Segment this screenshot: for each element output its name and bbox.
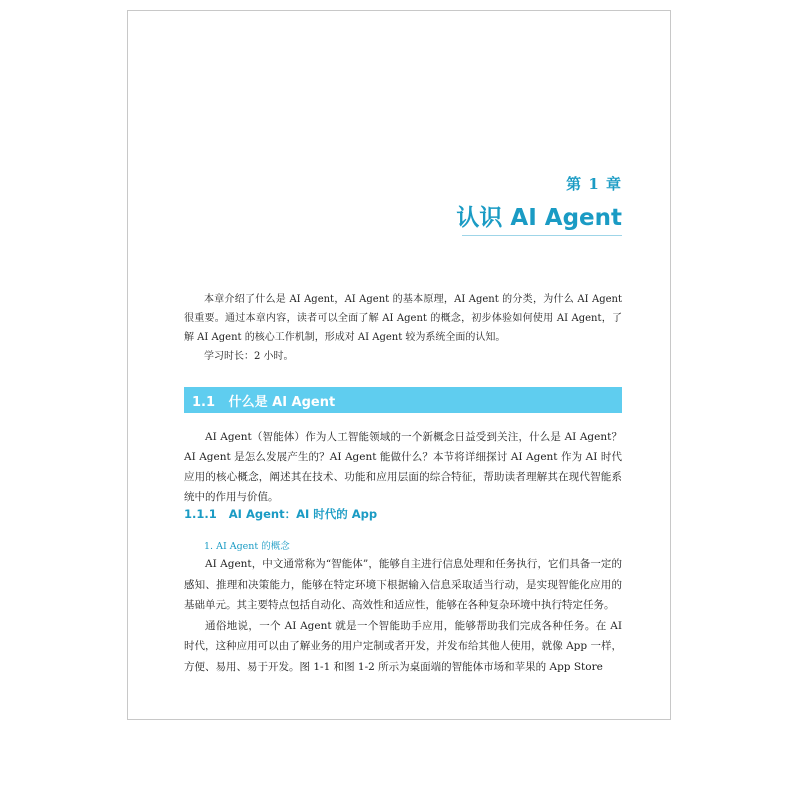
subsection-paragraph-1: AI Agent，中文通常称为“智能体”，能够自主进行信息处理和任务执行，它们具备一定的感知、推理和决策能力，能够在特定环境下根据输入信息采取适当行动，是实现智能化应用的基础单元。其主要特点包括自动化、高效性和适应性，能够在各种复杂环境中执行特定任务。 [184, 558, 622, 611]
chapter-number: 第 1 章 [566, 175, 622, 193]
subsection-number: 1.1.1 [184, 507, 217, 521]
section-heading [192, 391, 335, 410]
section-number: 1.1 [192, 395, 216, 410]
chapter-title: 认识 AI Agent [456, 205, 622, 231]
subsection-heading [184, 506, 377, 522]
section-paragraph: AI Agent（智能体）作为人工智能领域的一个新概念日益受到关注，什么是 AI Agent？AI Agent 是怎么发展产生的？AI Agent 能做什么？本节将详细探讨 AI Agent 作为 AI 时代应用的核心概念，阐述其在技术、功能和应用层面的综合特征，帮助读者理解其在现代智能系统中的作用与价值。 [184, 431, 622, 503]
subsection-title: AI Agent：AI 时代的 App [228, 507, 378, 521]
book-page [127, 10, 671, 720]
section-body [184, 427, 622, 507]
chapter-intro [184, 290, 622, 366]
study-time: 学习时长：2 小时。 [204, 351, 294, 362]
intro-paragraph: 本章介绍了什么是 AI Agent，AI Agent 的基本原理，AI Agent 的分类，为什么 AI Agent 很重要。通过本章内容，读者可以全面了解 AI Agent 的概念，初步体验如何使用 AI Agent，了解 AI Agent 的核心工作机制，形成对 AI Agent 较为系统全面的认知。 [184, 294, 622, 343]
section-title: 什么是 AI Agent [228, 395, 336, 410]
title-divider [462, 235, 622, 236]
subsection-paragraph-2: 通俗地说，一个 AI Agent 就是一个智能助手应用，能够帮助我们完成各种任务。在 AI 时代，这种应用可以由了解业务的用户定制或者开发，并发布给其他人使用，就像 App 一样，方便、易用、易于开发。图 1-1 和图 1-2 所示为桌面端的智能体市场和苹果的 App Store [184, 619, 622, 673]
section-heading-bar [184, 387, 622, 413]
subsection-body [184, 554, 622, 677]
point-heading: 1. AI Agent 的概念 [204, 541, 290, 552]
